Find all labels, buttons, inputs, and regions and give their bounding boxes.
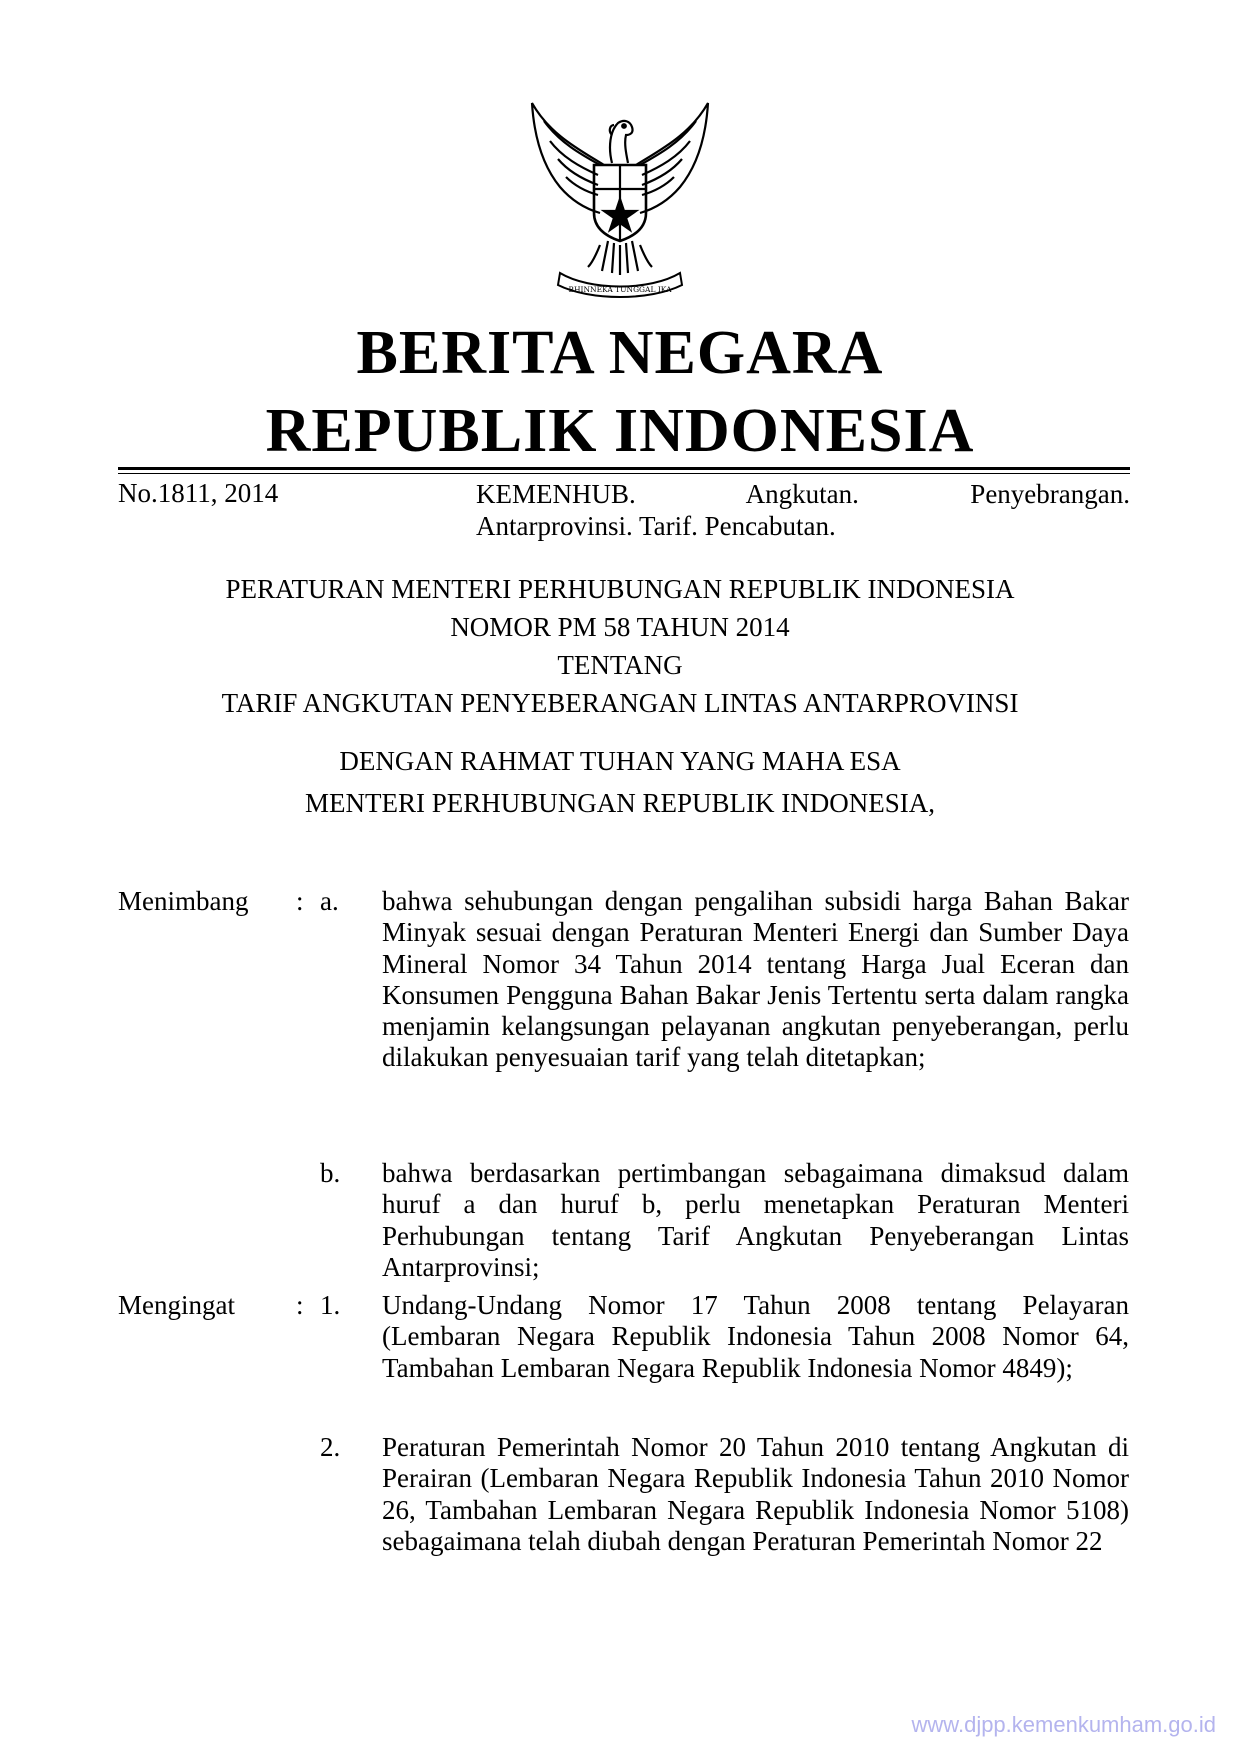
menimbang-label: Menimbang	[118, 886, 249, 916]
issuing-authority: MENTERI PERHUBUNGAN REPUBLIK INDONESIA,	[305, 788, 935, 818]
item-marker: 1.	[320, 1290, 341, 1320]
gazette-keywords	[476, 478, 1130, 542]
svg-text:BHINNEKA TUNGGAL IKA: BHINNEKA TUNGGAL IKA	[568, 285, 672, 294]
item-marker: a.	[320, 886, 339, 916]
keywords-line1: KEMENHUB. Angkutan. Penyebrangan.	[476, 479, 1130, 509]
document-title-line1: BERITA NEGARA	[356, 319, 884, 387]
item-marker: 2.	[320, 1432, 341, 1462]
item-text: bahwa berdasarkan pertimbangan sebagaimana dimaksud dalam huruf a dan huruf b, perlu menetapkan Peraturan Menteri Perhubungan tentang Tarif Angkutan Penyeberangan Lintas Antarprovinsi;	[382, 1158, 1129, 1282]
mengingat-label: Mengingat	[118, 1290, 235, 1320]
gazette-number: No.1811, 2014	[118, 478, 279, 508]
mengingat-colon: :	[296, 1290, 304, 1320]
invocation: DENGAN RAHMAT TUHAN YANG MAHA ESA	[339, 746, 901, 776]
regulation-title: PERATURAN MENTERI PERHUBUNGAN REPUBLIK INDONESIA	[225, 574, 1015, 604]
header-divider-thick	[118, 467, 1130, 470]
regulation-subject: TARIF ANGKUTAN PENYEBERANGAN LINTAS ANTARPROVINSI	[221, 688, 1019, 718]
keywords-line2: Antarprovinsi. Tarif. Pencabutan.	[476, 511, 836, 541]
item-text: Peraturan Pemerintah Nomor 20 Tahun 2010 tentang Angkutan di Perairan (Lembaran Negara Republik Indonesia Tahun 2010 Nomor 26, Tambahan Lembaran Negara Republik Indonesia Nomor 5108) sebagaimana telah diubah dengan Peraturan Pemerintah Nomor 22	[382, 1432, 1129, 1556]
item-text: Undang-Undang Nomor 17 Tahun 2008 tentang Pelayaran (Lembaran Negara Republik Indonesia Tahun 2008 Nomor 64, Tambahan Lembaran Negara Republik Indonesia Nomor 4849);	[382, 1290, 1129, 1383]
document-title-line2: REPUBLIK INDONESIA	[265, 397, 975, 465]
item-marker: b.	[320, 1158, 341, 1188]
garuda-pancasila-emblem	[520, 95, 720, 305]
header-divider-thin	[118, 473, 1130, 474]
regulation-number: NOMOR PM 58 TAHUN 2014	[450, 612, 790, 642]
source-url: www.djpp.kemenkumham.go.id	[911, 1712, 1216, 1737]
regulation-tentang: TENTANG	[557, 650, 683, 680]
menimbang-colon: :	[296, 886, 304, 916]
item-text: bahwa sehubungan dengan pengalihan subsidi harga Bahan Bakar Minyak sesuai dengan Peraturan Menteri Energi dan Sumber Daya Mineral Nomor 34 Tahun 2014 tentang Harga Jual Eceran dan Konsumen Pengguna Bahan Bakar Jenis Tertentu serta dalam rangka menjamin kelangsungan pelayanan angkutan penyeberangan, perlu dilakukan penyesuaian tarif yang telah ditetapkan;	[382, 886, 1129, 1073]
